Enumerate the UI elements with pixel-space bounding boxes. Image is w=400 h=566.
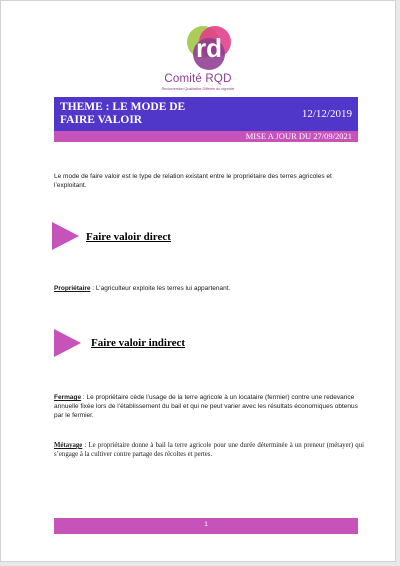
- definition-text: : Le propriétaire cède l’usage de la terre agricole à un locataire (fermier) contre une redevance annuelle fixée lors de l’établissement du bail et qui ne peut varier avec les résultats économiques obtenus par le fermier.: [54, 394, 358, 419]
- update-band: [54, 131, 358, 142]
- term-proprietaire: Propriétaire: [54, 285, 91, 292]
- definition-text: : Le propriétaire donne à bail la terre agricole pour une durée déterminée à un preneur (métayer) qui s’engage à la cultiver contre partage des récoltes et pertes.: [54, 442, 364, 458]
- section-arrow-icon: [54, 329, 81, 357]
- intro-paragraph: Le mode de faire valoir est le type de relation existant entre le propriétaire des terres agricoles et l’exploitant.: [54, 173, 332, 189]
- rqd-logo-icon: [184, 23, 234, 73]
- section-heading-direct: Faire valoir direct: [86, 231, 171, 243]
- page-number: 1: [204, 521, 208, 528]
- term-fermage: Fermage: [54, 394, 82, 401]
- section-arrow-icon: [52, 222, 79, 250]
- term-metayage: Métayage: [54, 442, 83, 449]
- theme-date: 12/12/2019: [301, 108, 352, 120]
- theme-title: THEME : LE MODE DE FAIRE VALOIR: [60, 101, 186, 126]
- update-date: MISE A JOUR DU 27/09/2021: [245, 131, 352, 141]
- logo-title: Comité RQD: [164, 73, 232, 85]
- definition-fermage: [54, 393, 364, 420]
- svg-text:rd: rd: [196, 33, 222, 63]
- logo-subtitle: Reconversion Qualitative Différée du vignoble: [161, 87, 235, 91]
- definition-metayage: [54, 441, 364, 459]
- theme-header-band: [54, 97, 358, 131]
- definition-text: : L’agriculteur exploite les terres lui appartenant.: [90, 285, 231, 292]
- definition-proprietaire: [54, 284, 364, 293]
- footer-band: [54, 518, 358, 534]
- section-heading-indirect: Faire valoir indirect: [91, 337, 186, 349]
